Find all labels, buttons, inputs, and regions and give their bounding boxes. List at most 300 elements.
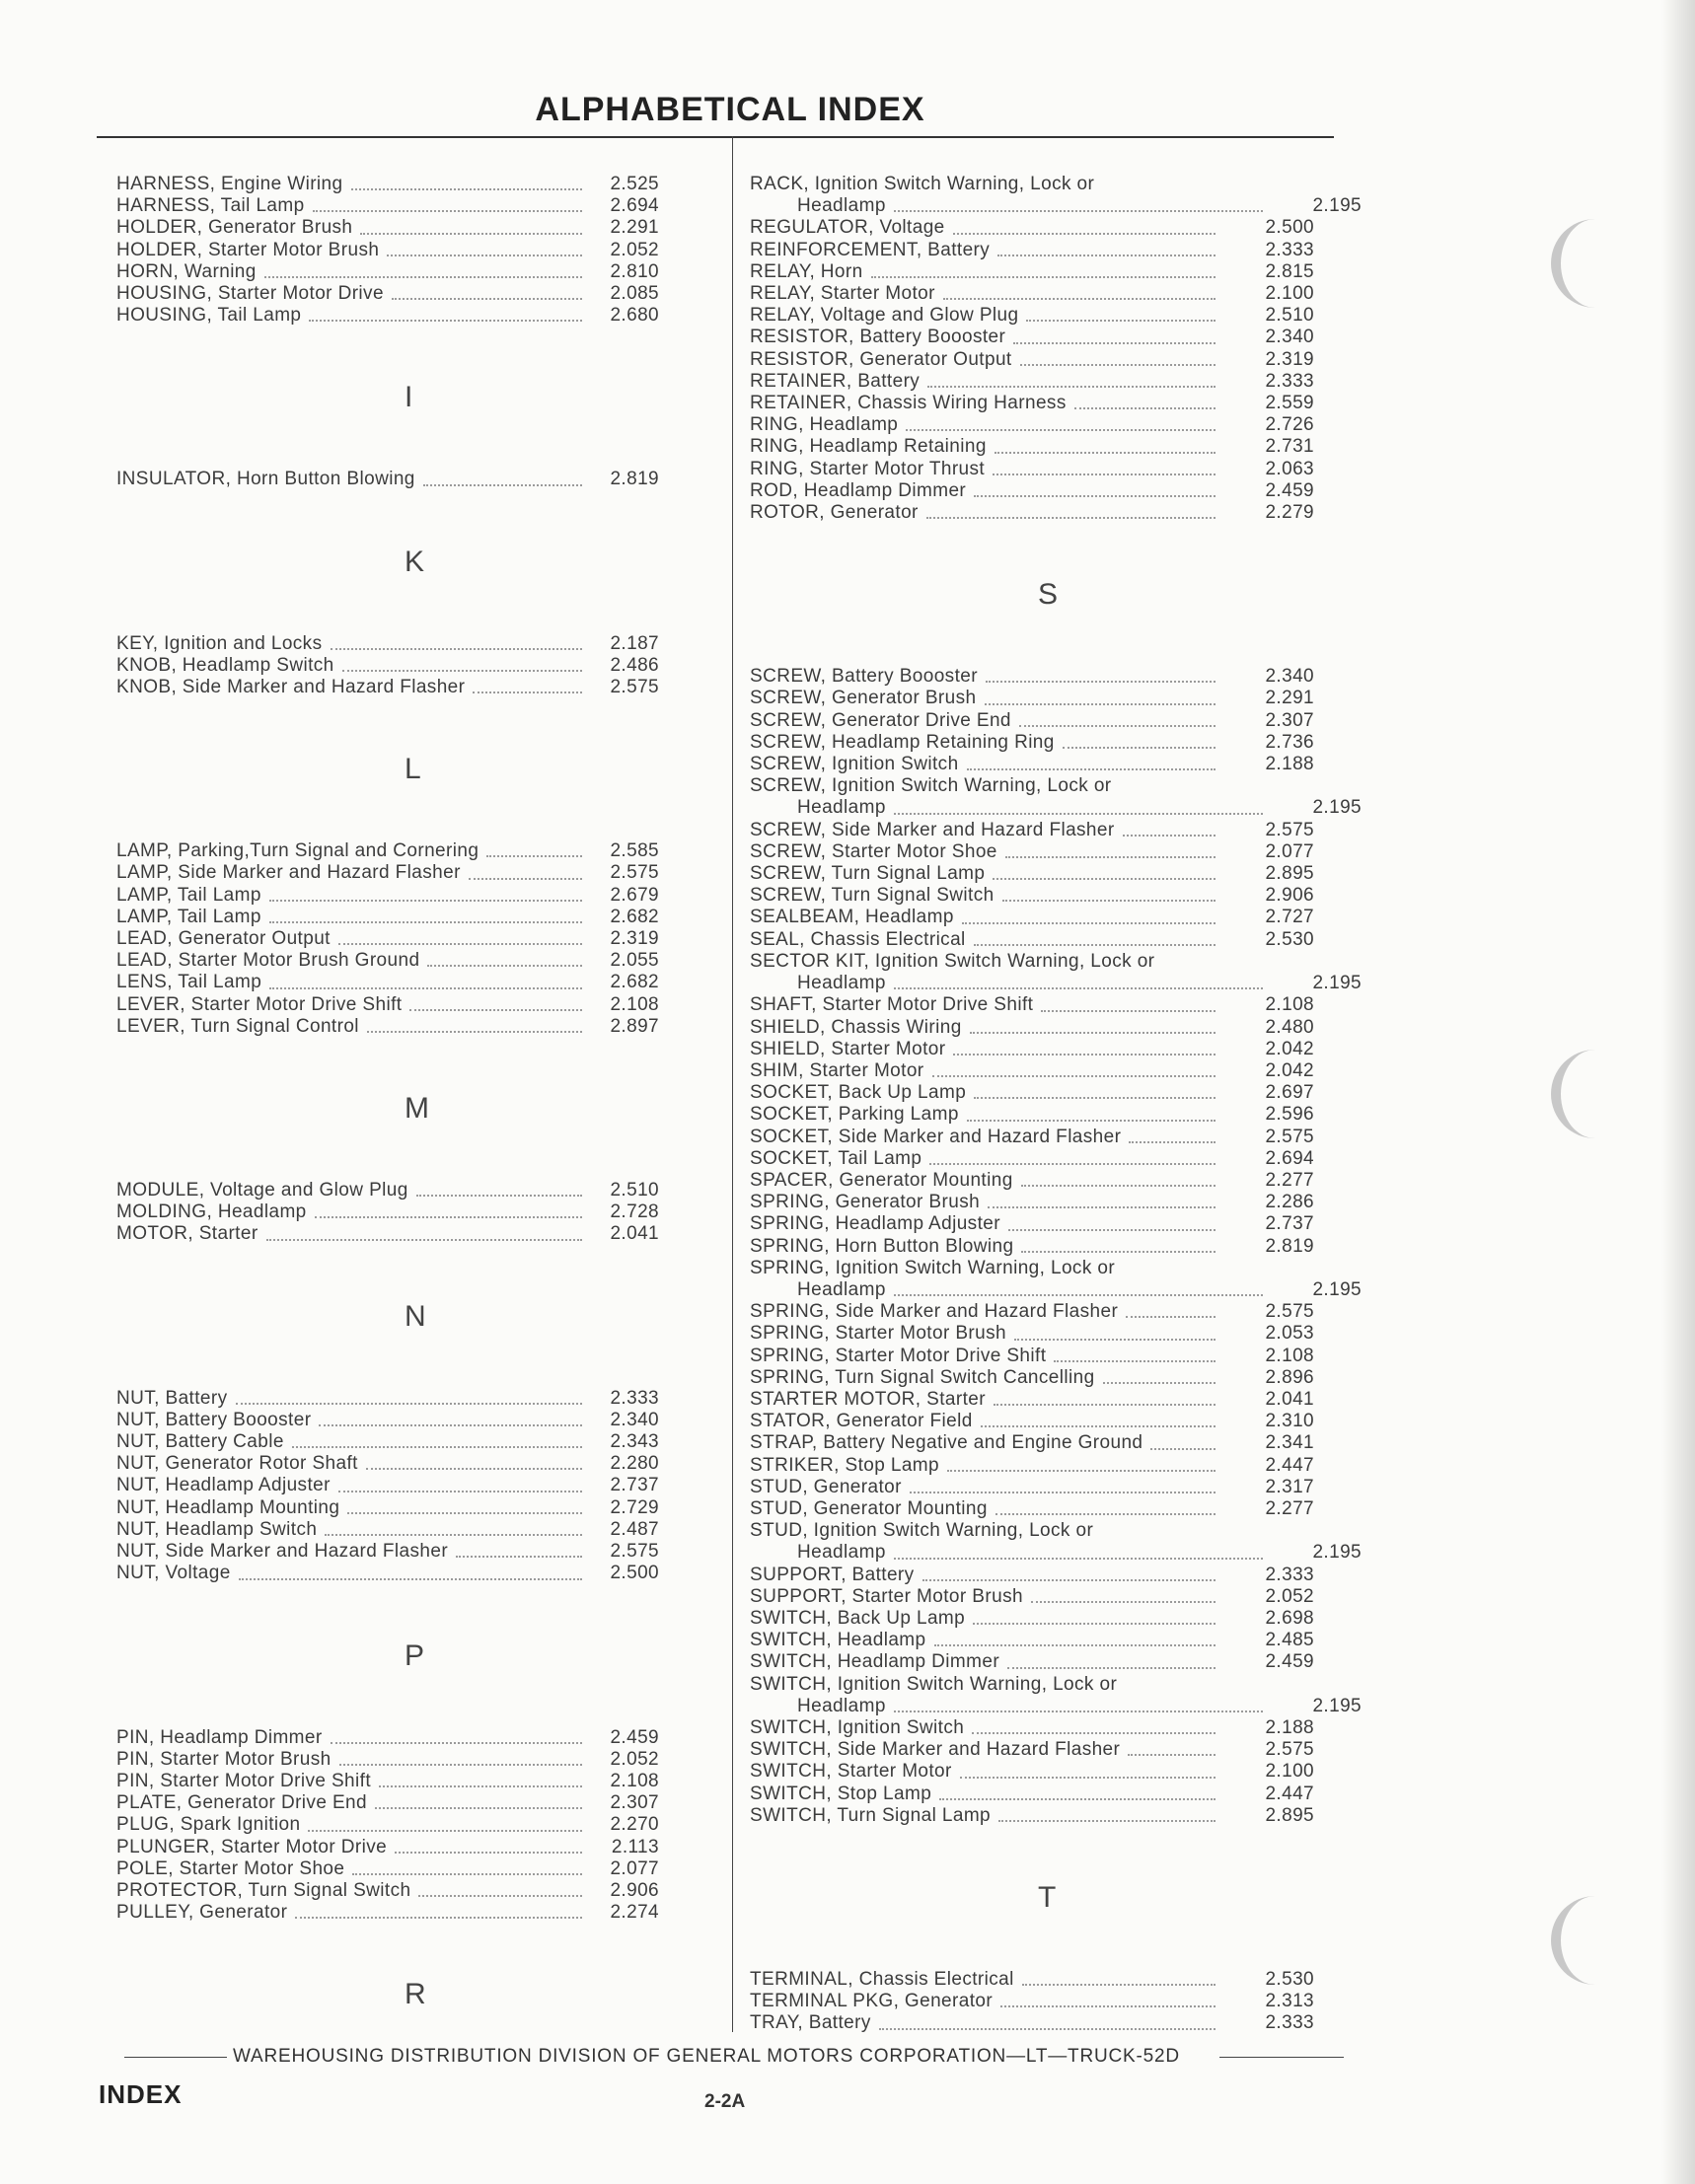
index-entry-name: RING, Starter Motor Thrust: [750, 458, 986, 479]
index-entry: [116, 633, 720, 655]
index-entry-name: PLATE, Generator Drive End: [116, 1792, 367, 1814]
index-entry-name: SCREW, Ignition Switch Warning, Lock or: [750, 775, 1112, 797]
section-gap: [116, 491, 720, 537]
leader-dots: [1123, 835, 1216, 837]
index-entry: [116, 1453, 720, 1475]
index-entry-name: SCREW, Generator Drive End: [750, 709, 1011, 731]
index-entry: [750, 349, 1363, 371]
index-entry: [116, 677, 720, 698]
index-entry-page: 2.108: [610, 993, 659, 1015]
index-entry: [116, 283, 720, 305]
index-entry-name: STARTER MOTOR, Starter: [750, 1388, 986, 1410]
index-entry: [116, 1410, 720, 1431]
leader-dots: [469, 878, 582, 880]
index-entry: [750, 1586, 1363, 1608]
index-entry-name: MOLDING, Headlamp: [116, 1201, 307, 1223]
index-entry-page: 2.679: [610, 884, 659, 906]
index-entry: [750, 1323, 1363, 1345]
index-entry: [750, 1608, 1363, 1630]
index-entry-name: SWITCH, Starter Motor: [750, 1761, 952, 1783]
section-gap: [750, 1827, 1363, 1872]
leader-dots: [943, 298, 1216, 300]
leader-dots: [894, 1294, 1263, 1296]
index-entry: [750, 1477, 1363, 1498]
index-entry: [750, 1301, 1363, 1323]
section-gap: [116, 1038, 720, 1083]
leader-dots: [1019, 725, 1216, 727]
index-entry: [116, 1016, 720, 1038]
leader-dots: [894, 987, 1263, 989]
leader-dots: [973, 1623, 1216, 1625]
index-entry: [750, 1082, 1363, 1104]
index-entry: [116, 840, 720, 862]
index-entry-page: 2.682: [610, 906, 659, 927]
index-entry: [750, 1739, 1363, 1761]
leader-dots: [236, 1403, 583, 1405]
leader-dots: [269, 900, 582, 902]
index-entry-page: 2.307: [1265, 709, 1314, 731]
section-letter: R: [405, 1978, 426, 2011]
leader-dots: [360, 233, 582, 235]
leader-dots: [239, 1578, 582, 1580]
index-entry-page: 2.819: [1265, 1235, 1314, 1257]
index-entry-name: REINFORCEMENT, Battery: [750, 239, 991, 260]
index-entry-page: 2.042: [1265, 1059, 1314, 1081]
index-entry: [750, 1236, 1363, 1258]
index-entry-page: 2.698: [1265, 1607, 1314, 1629]
leader-dots: [871, 276, 1216, 278]
leader-dots: [392, 298, 582, 300]
index-entry: [750, 371, 1363, 393]
leader-dots: [379, 1785, 582, 1787]
index-entry-page: 2.274: [610, 1902, 659, 1924]
index-entry-name: STRAP, Battery Negative and Engine Ground: [750, 1432, 1143, 1454]
index-entry-name: SWITCH, Turn Signal Lamp: [750, 1804, 992, 1826]
leader-dots: [998, 1820, 1216, 1822]
index-entry-page: 2.195: [1312, 797, 1362, 819]
index-entry: [750, 1674, 1363, 1717]
index-entry: [750, 1455, 1363, 1477]
index-entry-page: 2.188: [1265, 754, 1314, 775]
index-entry: [116, 907, 720, 928]
index-entry: [750, 1520, 1363, 1564]
index-entry-name: RESISTOR, Battery Boooster: [750, 327, 1006, 348]
index-entry: [750, 754, 1363, 775]
index-entry-name: TRAY, Battery: [750, 2012, 871, 2034]
leader-dots: [1000, 2005, 1216, 2007]
leader-dots: [960, 1777, 1216, 1779]
leader-dots: [894, 210, 1263, 212]
index-entry: [116, 1475, 720, 1496]
leader-dots: [375, 1807, 582, 1809]
index-entry-page: 2.731: [1265, 436, 1314, 458]
index-entry-name: RESISTOR, Generator Output: [750, 348, 1012, 370]
index-entry-name: LAMP, Tail Lamp: [116, 884, 261, 906]
index-entry: [750, 951, 1363, 994]
leader-dots: [331, 648, 583, 650]
leader-dots: [264, 276, 582, 278]
leader-dots: [947, 1470, 1216, 1472]
index-entry-page: 2.726: [1265, 414, 1314, 436]
index-entry-name: SPRING, Ignition Switch Warning, Lock or: [750, 1257, 1116, 1278]
index-entry-name: SPRING, Starter Motor Brush: [750, 1323, 1006, 1345]
index-entry-page: 2.052: [610, 239, 659, 260]
index-entry-name: SUPPORT, Battery: [750, 1564, 915, 1585]
index-entry: [116, 1431, 720, 1453]
index-entry: [750, 174, 1363, 217]
section-gap: [116, 423, 720, 469]
index-entry-page: 2.195: [1312, 1542, 1362, 1564]
index-entry: [116, 1814, 720, 1836]
index-entry: [116, 174, 720, 195]
index-entry-name: LEAD, Generator Output: [116, 928, 331, 950]
index-entry: [116, 1727, 720, 1749]
index-entry-name: SEAL, Chassis Electrical: [750, 928, 966, 950]
footer-page-number: 2-2A: [704, 2091, 746, 2112]
index-entry: [116, 1541, 720, 1563]
index-entry: [750, 1805, 1363, 1827]
index-entry-page: 2.694: [1265, 1147, 1314, 1169]
index-entry-page: 2.340: [1265, 666, 1314, 688]
index-entry: [750, 305, 1363, 327]
leader-dots: [423, 484, 582, 486]
index-entry-name: SWITCH, Side Marker and Hazard Flasher: [750, 1739, 1121, 1761]
index-entry: [750, 1784, 1363, 1805]
index-entry: [750, 436, 1363, 458]
index-entry-page: 2.319: [610, 928, 659, 950]
index-entry: [116, 240, 720, 261]
index-entry-page: 2.340: [1265, 327, 1314, 348]
leader-dots: [985, 703, 1216, 705]
index-entry-page: 2.697: [1265, 1082, 1314, 1104]
leader-dots: [1021, 1251, 1216, 1253]
index-entry: [750, 1411, 1363, 1432]
index-entry-page: 2.333: [1265, 2012, 1314, 2034]
index-entry: [116, 1880, 720, 1902]
index-entry-name: NUT, Headlamp Mounting: [116, 1496, 340, 1518]
index-entry-name: SCREW, Ignition Switch: [750, 754, 959, 775]
index-entry-page: 2.729: [610, 1496, 659, 1518]
leader-dots: [313, 210, 582, 212]
section-gap: [116, 1134, 720, 1180]
leader-dots: [347, 1512, 582, 1514]
index-entry-page: 2.077: [610, 1857, 659, 1879]
index-entry: [750, 1017, 1363, 1039]
leader-dots: [456, 1556, 582, 1558]
index-entry: [116, 195, 720, 217]
index-entry-name: SWITCH, Stop Lamp: [750, 1783, 932, 1804]
index-entry-name: RELAY, Horn: [750, 260, 863, 282]
index-entry-name: ROD, Headlamp Dimmer: [750, 479, 967, 501]
index-entry: [750, 459, 1363, 480]
leader-dots: [986, 681, 1216, 683]
index-entry-name: POLE, Starter Motor Shoe: [116, 1857, 345, 1879]
index-entry-name: SWITCH, Back Up Lamp: [750, 1607, 966, 1629]
index-entry: [750, 775, 1363, 819]
index-entry-name: PIN, Headlamp Dimmer: [116, 1726, 323, 1748]
index-entry: [116, 972, 720, 993]
leader-dots: [929, 1163, 1216, 1165]
index-entry-continuation: Headlamp: [797, 973, 886, 994]
index-entry-name: PROTECTOR, Turn Signal Switch: [116, 1879, 411, 1901]
leader-dots: [292, 1446, 582, 1448]
section-gap: [116, 1343, 720, 1388]
index-entry-page: 2.195: [1312, 195, 1362, 217]
index-entry-page: 2.187: [610, 632, 659, 654]
index-entry-name: SEALBEAM, Headlamp: [750, 907, 954, 928]
index-entry-page: 2.310: [1265, 1411, 1314, 1432]
leader-dots: [1129, 1141, 1216, 1143]
leader-dots: [338, 1491, 582, 1492]
index-entry: [116, 885, 720, 907]
index-entry-name: SECTOR KIT, Ignition Switch Warning, Lock or: [750, 950, 1155, 972]
index-entry: [750, 1104, 1363, 1126]
index-entry-name: STUD, Generator: [750, 1476, 902, 1497]
index-entry-page: 2.113: [611, 1836, 659, 1857]
index-entry-page: 2.694: [610, 195, 659, 217]
index-entry-page: 2.530: [1265, 928, 1314, 950]
index-entry-name: SCREW, Side Marker and Hazard Flasher: [750, 819, 1115, 840]
index-entry: [116, 1519, 720, 1541]
index-entry-name: STATOR, Generator Field: [750, 1411, 973, 1432]
index-entry: [750, 261, 1363, 283]
index-entry-page: 2.819: [610, 469, 659, 490]
index-entry-page: 2.896: [1265, 1366, 1314, 1388]
index-entry-page: 2.195: [1312, 973, 1362, 994]
index-entry-page: 2.485: [1265, 1630, 1314, 1651]
index-entry-name: SPRING, Turn Signal Switch Cancelling: [750, 1366, 1095, 1388]
index-entry: [750, 1717, 1363, 1739]
index-entry-name: SCREW, Starter Motor Shoe: [750, 840, 997, 862]
index-entry-page: 2.317: [1265, 1476, 1314, 1497]
index-entry-name: ROTOR, Generator: [750, 502, 919, 524]
index-entry-page: 2.055: [610, 950, 659, 972]
index-entry-page: 2.343: [610, 1431, 659, 1453]
index-entry-name: PLUNGER, Starter Motor Drive: [116, 1836, 388, 1857]
index-entry-page: 2.500: [610, 1563, 659, 1584]
index-entry: [750, 907, 1363, 928]
index-entry-page: 2.585: [610, 840, 659, 862]
index-entry-name: SPRING, Horn Button Blowing: [750, 1235, 1014, 1257]
index-entry-page: 2.575: [1265, 819, 1314, 840]
index-entry-name: SHIELD, Chassis Wiring: [750, 1016, 962, 1038]
index-entry-name: SCREW, Battery Boooster: [750, 666, 978, 688]
index-entry-name: SPRING, Starter Motor Drive Shift: [750, 1345, 1047, 1366]
index-entry: [750, 1651, 1363, 1673]
index-entry-name: SCREW, Headlamp Retaining Ring: [750, 731, 1055, 753]
index-entry-name: NUT, Battery Cable: [116, 1431, 284, 1453]
leader-dots: [894, 1711, 1263, 1712]
leader-dots: [1002, 900, 1216, 902]
index-entry: [116, 1837, 720, 1858]
index-entry-page: 2.270: [610, 1814, 659, 1836]
index-entry-name: HARNESS, Engine Wiring: [116, 174, 343, 194]
index-entry: [750, 732, 1363, 754]
index-entry-name: RELAY, Starter Motor: [750, 283, 935, 305]
title-rule: [97, 136, 1334, 138]
index-entry-name: SCREW, Turn Signal Switch: [750, 885, 995, 907]
footer-rule-left: [124, 2057, 227, 2058]
leader-dots: [266, 1239, 582, 1241]
leader-dots: [366, 1468, 582, 1470]
section-gap: [116, 698, 720, 744]
index-entry-name: PIN, Starter Motor Drive Shift: [116, 1770, 372, 1791]
index-entry-page: 2.319: [1265, 348, 1314, 370]
index-entry: [750, 414, 1363, 436]
index-entry-page: 2.510: [1265, 305, 1314, 327]
index-entry-page: 2.737: [1265, 1213, 1314, 1235]
index-entry: [750, 841, 1363, 863]
leader-dots: [325, 1534, 582, 1536]
index-entry-page: 2.041: [1265, 1388, 1314, 1410]
index-entry-name: HOUSING, Tail Lamp: [116, 305, 302, 327]
index-entry: [750, 666, 1363, 688]
index-entry-page: 2.195: [1312, 1695, 1362, 1716]
index-entry: [750, 1192, 1363, 1213]
leader-dots: [473, 692, 582, 693]
leader-dots: [1103, 1382, 1216, 1384]
index-column-right: [750, 174, 1363, 2035]
index-entry-page: 2.737: [610, 1475, 659, 1496]
index-entry: [116, 261, 720, 283]
index-entry-name: HOLDER, Starter Motor Brush: [116, 239, 380, 260]
index-entry-page: 2.815: [1265, 260, 1314, 282]
leader-dots: [953, 1054, 1216, 1056]
leader-dots: [995, 1513, 1216, 1515]
index-entry: [116, 1792, 720, 1814]
index-entry-name: SPRING, Headlamp Adjuster: [750, 1213, 1000, 1235]
index-entry: [750, 217, 1363, 239]
index-entry-name: SPRING, Side Marker and Hazard Flasher: [750, 1301, 1119, 1323]
index-entry-name: RETAINER, Battery: [750, 370, 921, 392]
index-entry-page: 2.286: [1265, 1192, 1314, 1213]
index-entry: [750, 1346, 1363, 1367]
index-entry: [750, 710, 1363, 732]
index-entry-page: 2.279: [1265, 502, 1314, 524]
index-entry: [750, 480, 1363, 502]
leader-dots: [339, 1764, 582, 1766]
index-entry-name: HORN, Warning: [116, 260, 257, 282]
index-entry-page: 2.736: [1265, 731, 1314, 753]
leader-dots: [922, 1579, 1216, 1581]
index-entry-name: NUT, Voltage: [116, 1563, 231, 1584]
index-entry-page: 2.108: [1265, 1345, 1314, 1366]
index-entry-name: KNOB, Headlamp Switch: [116, 654, 334, 676]
index-entry: [750, 1498, 1363, 1520]
leader-dots: [910, 1492, 1216, 1493]
index-entry: [750, 1170, 1363, 1192]
leader-dots: [997, 255, 1216, 256]
leader-dots: [953, 233, 1216, 235]
leader-dots: [1063, 747, 1216, 749]
index-entry: [750, 1258, 1363, 1301]
leader-dots: [1013, 342, 1216, 344]
leader-dots: [894, 813, 1263, 815]
index-entry: [116, 305, 720, 327]
leader-dots: [418, 1895, 582, 1897]
index-entry: [750, 1969, 1363, 1991]
index-entry-page: 2.459: [1265, 479, 1314, 501]
index-entry-page: 2.575: [1265, 1126, 1314, 1147]
index-entry: [750, 1213, 1363, 1235]
section-gap: [116, 1246, 720, 1291]
index-entry: [750, 929, 1363, 951]
leader-dots: [1005, 856, 1216, 858]
leader-dots: [395, 1852, 582, 1854]
index-entry-page: 2.280: [610, 1453, 659, 1475]
index-entry-continuation: Headlamp: [797, 1695, 886, 1716]
index-entry-name: SWITCH, Headlamp Dimmer: [750, 1651, 1000, 1673]
index-entry-name: STUD, Ignition Switch Warning, Lock or: [750, 1520, 1094, 1542]
leader-dots: [926, 517, 1216, 519]
index-entry: [116, 217, 720, 239]
leader-dots: [1041, 1010, 1216, 1012]
index-entry-page: 2.341: [1265, 1432, 1314, 1454]
index-entry-name: SPRING, Generator Brush: [750, 1192, 981, 1213]
section-letter: S: [1038, 578, 1059, 612]
section-letter: N: [405, 1299, 426, 1333]
binder-hole-bottom: [1551, 1896, 1620, 1985]
index-entry-name: LAMP, Parking,Turn Signal and Cornering: [116, 840, 479, 862]
index-entry-page: 2.447: [1265, 1783, 1314, 1804]
leader-dots: [416, 1195, 582, 1197]
index-entry: [116, 655, 720, 677]
index-entry-page: 2.195: [1312, 1278, 1362, 1300]
index-entry: [750, 1039, 1363, 1060]
index-entry-page: 2.810: [610, 260, 659, 282]
leader-dots: [995, 452, 1216, 454]
index-entry: [116, 1388, 720, 1410]
index-entry: [750, 502, 1363, 524]
index-entry-page: 2.333: [1265, 1564, 1314, 1585]
index-entry-page: 2.333: [610, 1387, 659, 1409]
index-entry-page: 2.459: [610, 1726, 659, 1748]
index-entry-name: SOCKET, Back Up Lamp: [750, 1082, 967, 1104]
leader-dots: [309, 320, 582, 322]
index-entry-page: 2.682: [610, 972, 659, 993]
index-entry-page: 2.486: [610, 654, 659, 676]
leader-dots: [988, 1206, 1216, 1208]
index-entry-page: 2.530: [1265, 1969, 1314, 1991]
index-entry-name: KNOB, Side Marker and Hazard Flasher: [116, 677, 466, 698]
binder-hole-top: [1551, 219, 1620, 308]
leader-dots: [409, 1009, 582, 1011]
index-entry-name: SPACER, Generator Mounting: [750, 1169, 1013, 1191]
section-letter: M: [405, 1092, 429, 1126]
footer-section-label: INDEX: [99, 2079, 183, 2109]
leader-dots: [269, 987, 582, 989]
leader-dots: [315, 1216, 582, 1218]
section-gap: [116, 1585, 720, 1631]
footer-publisher: WAREHOUSING DISTRIBUTION DIVISION OF GENERAL MOTORS CORPORATION—LT—TRUCK-52D: [233, 2046, 1180, 2067]
index-entry-continuation: Headlamp: [797, 1278, 886, 1300]
index-entry-page: 2.897: [610, 1015, 659, 1037]
leader-dots: [934, 1644, 1216, 1646]
index-entry-name: SOCKET, Parking Lamp: [750, 1104, 959, 1126]
index-entry: [116, 928, 720, 950]
index-entry-name: RING, Headlamp Retaining: [750, 436, 987, 458]
index-entry-page: 2.575: [610, 862, 659, 884]
index-entry: [750, 1761, 1363, 1783]
index-entry-name: SWITCH, Ignition Switch Warning, Lock or: [750, 1673, 1118, 1695]
leader-dots: [342, 670, 582, 672]
index-entry-page: 2.100: [1265, 283, 1314, 305]
index-entry-name: NUT, Headlamp Switch: [116, 1518, 318, 1540]
index-entry-page: 2.447: [1265, 1454, 1314, 1476]
index-entry-page: 2.500: [1265, 217, 1314, 239]
index-entry-page: 2.680: [610, 305, 659, 327]
leader-dots: [308, 1830, 582, 1832]
